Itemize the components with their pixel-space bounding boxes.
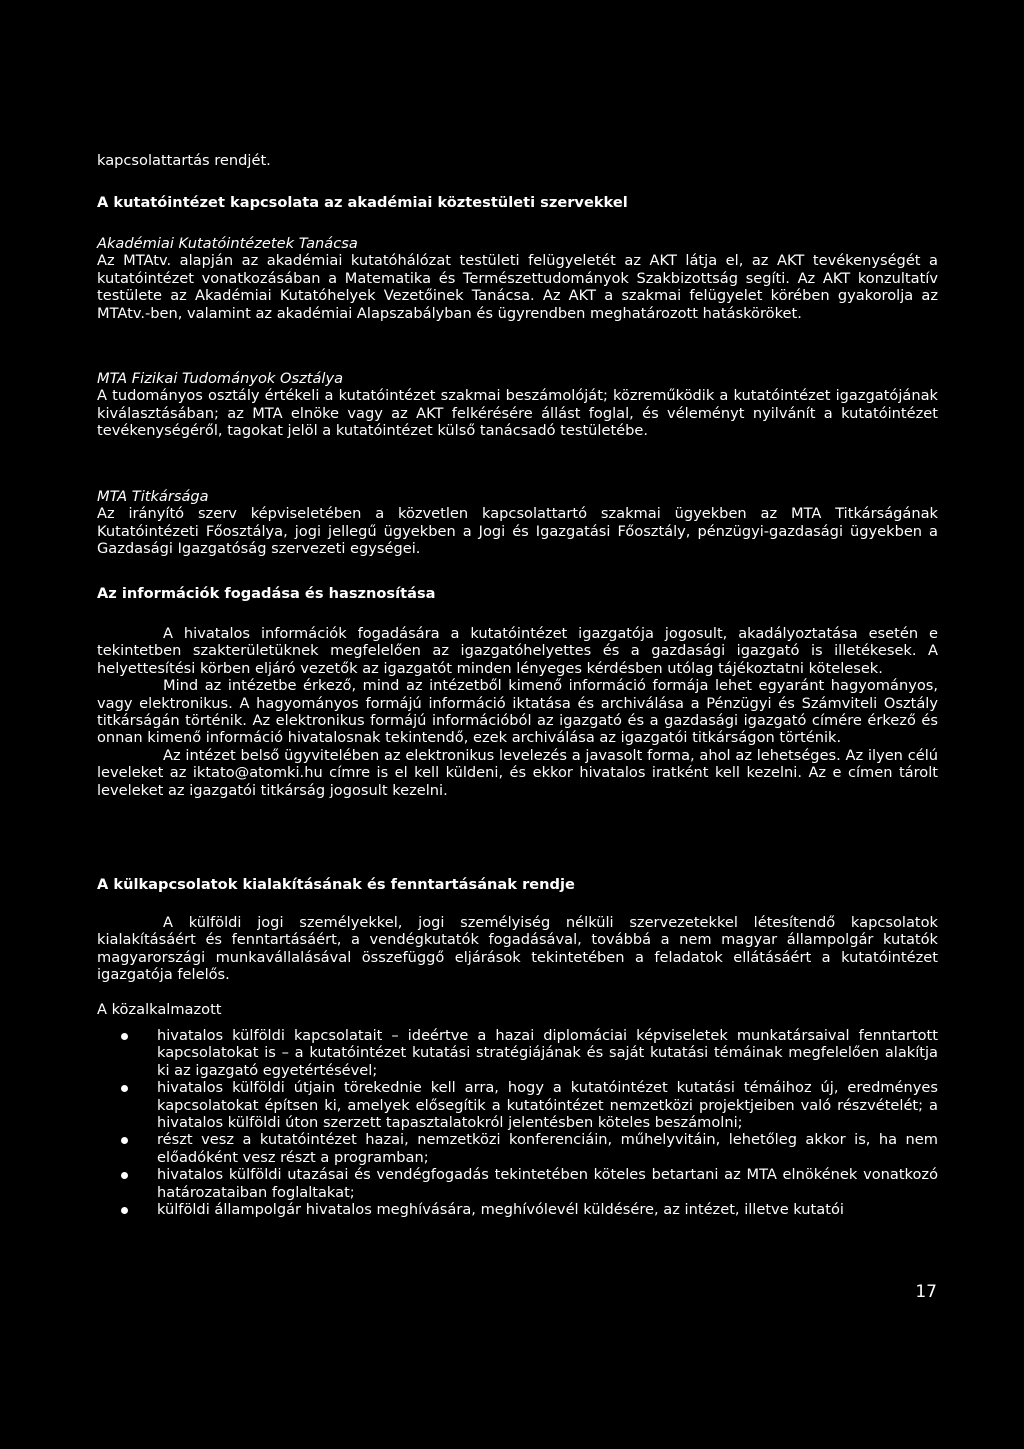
section-heading-foreign-relations: A külkapcsolatok kialakításának és fenntartásának rendje bbox=[97, 876, 575, 893]
paragraph-information-1: A hivatalos információk fogadására a kutatóintézet igazgatója jogosult, akadályoztatása esetén e tekintetben szakterületüknek megfelelően az igazgatóhelyettes és a gazdasági igazgató is illetékesek. A helyettesítési körben eljáró vezetők az igazgatót minden lényeges kérdésben utólag tájékoztatni kötelesek. bbox=[97, 625, 938, 677]
subsection-physics-department bbox=[97, 370, 938, 440]
list-item: hivatalos külföldi kapcsolatait – ideértve a hazai diplomáciai képviseletek munkatársaival fenntartott kapcsolatokat is – a kutatóintézet kutatási stratégiájának és saját kutatási témáinak megfelelően alakítja ki az igazgató egyetértésével; bbox=[97, 1027, 938, 1079]
subsection-akt bbox=[97, 235, 938, 322]
intro-fragment: kapcsolattartás rendjét. bbox=[97, 152, 271, 169]
duties-list bbox=[97, 1027, 938, 1218]
subsection-title-akt: Akadémiai Kutatóintézetek Tanácsa bbox=[97, 235, 358, 252]
subsection-title-physics: MTA Fizikai Tudományok Osztálya bbox=[97, 370, 344, 387]
paragraph-physics: A tudományos osztály értékeli a kutatóintézet szakmai beszámolóját; közreműködik a kutatóintézet igazgatójának kiválasztásában; az MTA elnöke vagy az AKT felkérésére állást foglal, és véleményt nyilvánít a kutatóintézet tevékenységéről, tagokat jelöl a kutatóintézet külső tanácsadó testületébe. bbox=[97, 387, 938, 440]
document-page bbox=[97, 0, 938, 1449]
bullet-icon bbox=[121, 1137, 128, 1144]
paragraph-foreign-relations: A külföldi jogi személyekkel, jogi személyiség nélküli szervezetekkel létesítendő kapcsolatok kialakításáért és fenntartásáért, a vendégkutatók fogadásával, továbbá a nem magyar állampolgár kutatók magyarországi munkavállalásával összefüggő eljárások tekintetében a feladatok ellátásáért a kutatóintézet igazgatója felelős. bbox=[97, 914, 938, 984]
paragraph-secretariat: Az irányító szerv képviseletében a közvetlen kapcsolattartó szakmai ügyekben az MTA Titkárságának Kutatóintézeti Főosztálya, jogi jellegű ügyekben a Jogi és Igazgatási Főosztály, pénzügyi-gazdasági ügyekben a Gazdasági Igazgatóság szervezeti egységei. bbox=[97, 505, 938, 558]
bullet-icon bbox=[121, 1207, 128, 1214]
subsection-secretariat bbox=[97, 488, 938, 558]
list-item: részt vesz a kutatóintézet hazai, nemzetközi konferenciáin, műhelyvitáin, lehetőleg akkor is, ha nem előadóként vesz részt a programban; bbox=[97, 1131, 938, 1166]
list-item: hivatalos külföldi útjain törekednie kell arra, hogy a kutatóintézet kutatási témáihoz új, eredményes kapcsolatokat építsen ki, amelyek elősegítik a kutatóintézet nemzetközi projektjeiben való részvételét; a hivatalos külföldi úton szerzett tapasztalatokról jelentésben köteles beszámolni; bbox=[97, 1079, 938, 1131]
section-heading-information: Az információk fogadása és hasznosítása bbox=[97, 585, 436, 602]
list-item: külföldi állampolgár hivatalos meghívására, meghívólevél küldésére, az intézet, illetve kutatói bbox=[97, 1201, 938, 1218]
paragraph-akt-text: Az MTAtv. alapján az akadémiai kutatóhálózat testületi felügyeletét az AKT látja el, az AKT tevékenységét a kutatóintézet vonatkozásában a Matematika és Természettudományok Szakbizottság segíti. Az AKT konzultatív testülete az Akadémiai Kutatóhelyek Vezetőinek Tanácsa. Az AKT a szakmai felügyelet körében gyakorolja az MTAtv.-ben, valamint az akadémiai Alapszabályban és ügyrendben meghatározott hatásköröket. bbox=[97, 252, 938, 322]
list-item: hivatalos külföldi utazásai és vendégfogadás tekintetében köteles betartani az MTA elnökének vonatkozó határozataiban foglaltakat; bbox=[97, 1166, 938, 1201]
section-foreign-relations-body bbox=[97, 914, 938, 984]
section-heading-academic-bodies: A kutatóintézet kapcsolata az akadémiai köztestületi szervekkel bbox=[97, 194, 628, 211]
page-number: 17 bbox=[915, 1282, 937, 1302]
section-information-body bbox=[97, 625, 938, 799]
bullet-icon bbox=[121, 1172, 128, 1179]
paragraph-information-2: Mind az intézetbe érkező, mind az intézetből kimenő információ formája lehet egyaránt hagyományos, vagy elektronikus. A hagyományos formájú információ iktatása és archiválása a Pénzügyi és Számviteli Osztály titkárságán történik. Az elektronikus formájú információból az igazgató és a gazdasági igazgató címére érkező és onnan kimenő információ hivatalosnak tekintendő, ezek archiválása az igazgatói titkárságon történik. bbox=[97, 677, 938, 747]
list-intro: A közalkalmazott bbox=[97, 1001, 222, 1018]
paragraph-information-3: Az intézet belső ügyvitelében az elektronikus levelezés a javasolt forma, ahol az lehetséges. Az ilyen célú leveleket az iktato@atomki.hu címre is el kell küldeni, és ekkor hivatalos iratként kell kezelni. Az e címen tárolt leveleket az igazgatói titkárság jogosult kezelni. bbox=[97, 746, 938, 799]
subsection-title-secretariat: MTA Titkársága bbox=[97, 488, 209, 505]
bullet-icon bbox=[121, 1085, 128, 1092]
paragraph-akt bbox=[97, 252, 938, 322]
bullet-icon bbox=[121, 1033, 128, 1040]
